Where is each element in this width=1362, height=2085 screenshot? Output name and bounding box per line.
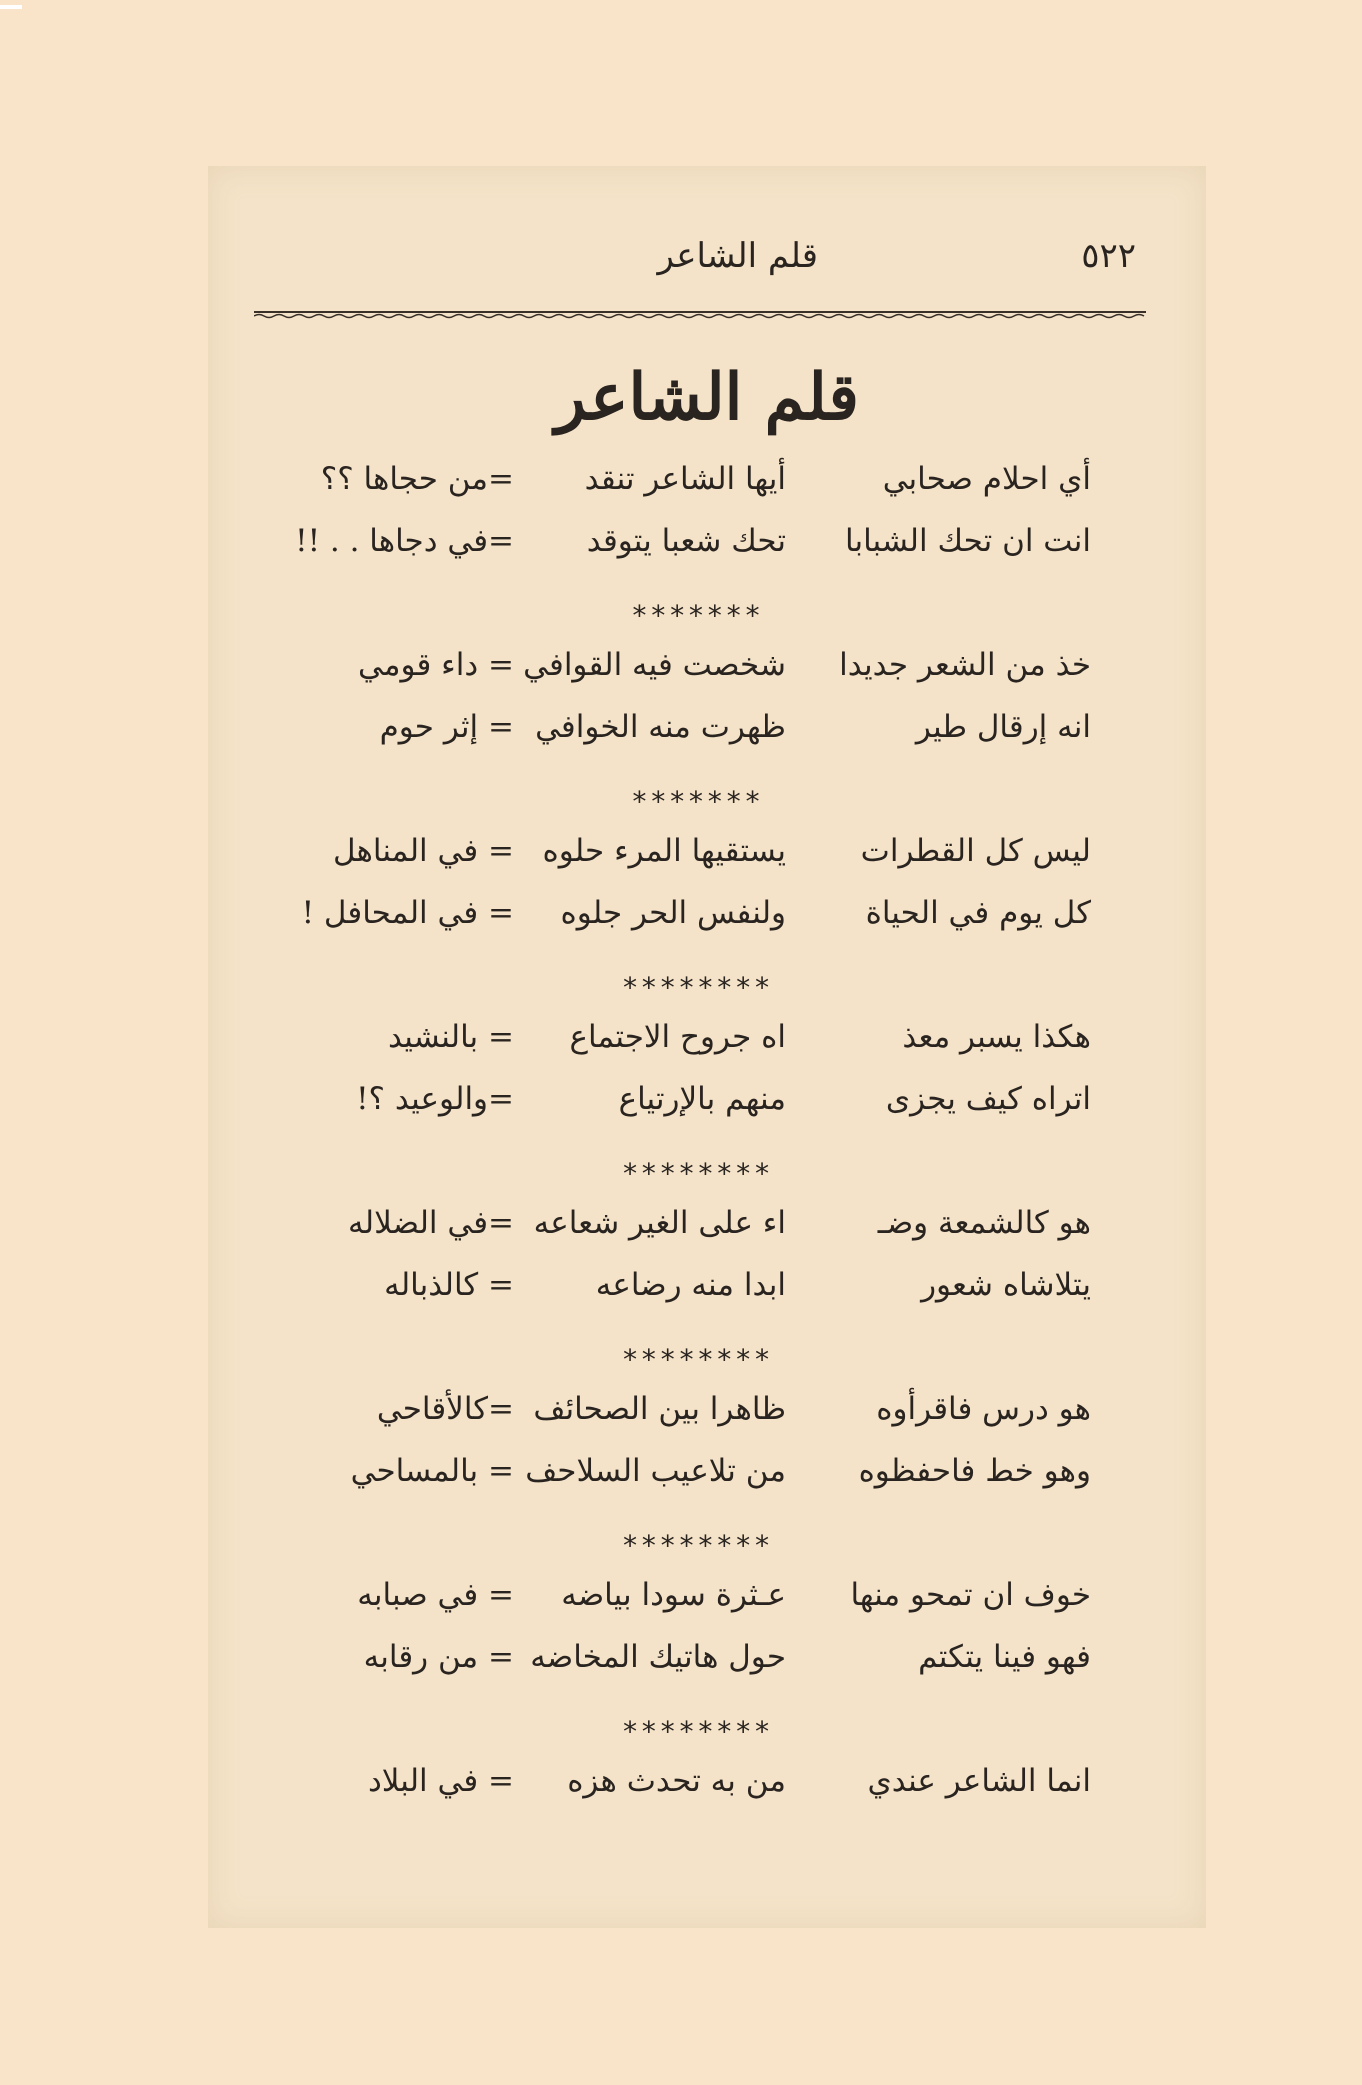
verse-first-half: هو كالشمعة وضـ [877, 1205, 1091, 1241]
verse-first-half: كل يوم في الحياة [865, 895, 1091, 931]
verse-second-half: اه جروح الاجتماع [569, 1019, 786, 1055]
verse-first-half: انه إرقال طير [915, 709, 1091, 745]
verse-refrain: = في البلاد [367, 1763, 514, 1799]
verse-second-half: ظهرت منه الخوافي [535, 709, 786, 745]
verse-first-half: فهو فينا يتكتم [918, 1639, 1091, 1675]
verse-refrain: = في المحافل ! [301, 895, 514, 931]
verse-refrain: = بالمساحي [350, 1453, 514, 1489]
verse-second-half: ولنفس الحر جلوه [560, 895, 786, 931]
verse [208, 1453, 1206, 1515]
poem-title: قلم الشاعر [554, 360, 860, 435]
poem-body [208, 461, 1206, 1825]
verse [208, 523, 1206, 585]
verse-second-half: حول هاتيك المخاضه [530, 1639, 786, 1675]
verse-second-half: من به تحدث هزه [567, 1763, 786, 1799]
verse-refrain: = في صبابه [357, 1577, 514, 1613]
stanza-separator: ******** [621, 1529, 773, 1562]
verse-second-half: من تلاعيب السلاحف [525, 1453, 786, 1489]
verse-second-half: شخصت فيه القوافي [523, 647, 786, 683]
stanza-separator: ******** [621, 1715, 773, 1748]
verse-second-half: يستقيها المرء حلوه [542, 833, 786, 869]
verse-first-half: اتراه كيف يجزى [885, 1081, 1091, 1117]
book-page [208, 166, 1206, 1928]
verse-first-half: أي احلام صحابي [882, 461, 1091, 497]
verse-first-half: هكذا يسبر معذ [902, 1019, 1091, 1055]
verse-first-half: خوف ان تمحو منها [850, 1577, 1091, 1613]
verse-refrain: = في المناهل [333, 833, 514, 869]
verse-refrain: = من رقابه [363, 1639, 514, 1675]
page-header [208, 236, 1206, 286]
stanza-separator: ******* [630, 785, 763, 818]
verse [208, 1267, 1206, 1329]
verse-refrain: =من حجاها ؟؟ [320, 461, 514, 497]
verse [208, 1577, 1206, 1639]
stanza-separator: ******** [621, 1343, 773, 1376]
running-title: قلم الشاعر [657, 236, 818, 276]
verse-refrain: =كالأقاحي [376, 1391, 514, 1427]
verse-refrain: = داء قومي [358, 647, 514, 683]
verse [208, 833, 1206, 895]
verse-first-half: وهو خط فاحفظوه [858, 1453, 1091, 1489]
stanza-separator: ******** [621, 971, 773, 1004]
verse-refrain: =والوعيد ؟! [356, 1081, 514, 1117]
verse [208, 1205, 1206, 1267]
verse-refrain: =في دجاها . . !! [295, 523, 514, 559]
verse-first-half: خذ من الشعر جديدا [839, 647, 1091, 683]
verse-second-half: ظاهرا بين الصحائف [533, 1391, 786, 1427]
verse [208, 709, 1206, 771]
verse-second-half: اء على الغير شعاعه [533, 1205, 786, 1241]
verse-refrain: = إثر حوم [379, 709, 514, 745]
verse-second-half: أيها الشاعر تنقد [584, 461, 786, 497]
verse [208, 1391, 1206, 1453]
verse [208, 895, 1206, 957]
verse-second-half: تحك شعبا يتوقد [586, 523, 786, 559]
verse [208, 1639, 1206, 1701]
verse-refrain: = كالذباله [384, 1267, 514, 1303]
verse-second-half: منهم بالإرتياع [618, 1081, 786, 1117]
verse-first-half: انت ان تحك الشبابا [845, 523, 1091, 559]
stanza-separator: ******** [621, 1157, 773, 1190]
verse-first-half: ليس كل القطرات [860, 833, 1091, 869]
verse-second-half: ابدا منه رضاعه [595, 1267, 786, 1303]
corner-mark [0, 5, 22, 9]
verse [208, 1081, 1206, 1143]
verse [208, 1019, 1206, 1081]
verse [208, 647, 1206, 709]
verse [208, 461, 1206, 523]
verse [208, 1763, 1206, 1825]
verse-refrain: =في الضلاله [348, 1205, 514, 1241]
verse-refrain: = بالنشيد [388, 1019, 514, 1055]
verse-second-half: عـثرة سودا بياضه [561, 1577, 786, 1613]
verse-first-half: هو درس فاقرأوه [876, 1391, 1091, 1427]
header-rule [254, 310, 1146, 320]
verse-first-half: يتلاشاه شعور [921, 1267, 1091, 1303]
page-number: ٥٢٢ [1081, 236, 1136, 276]
verse-first-half: انما الشاعر عندي [867, 1763, 1091, 1799]
stanza-separator: ******* [630, 599, 763, 632]
